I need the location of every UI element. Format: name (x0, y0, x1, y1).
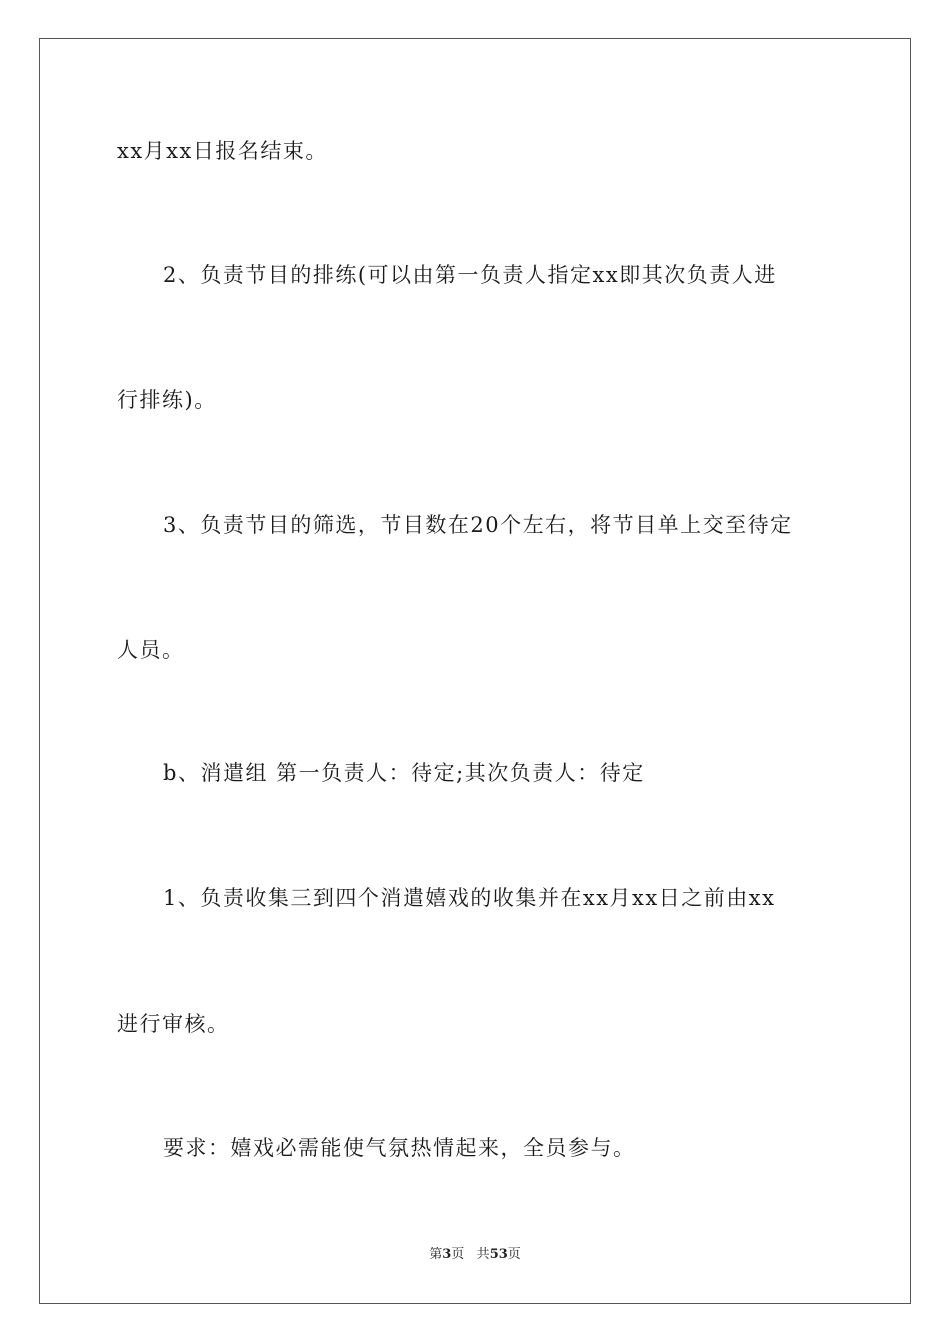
body-text-line: 人员。 (117, 638, 185, 662)
page-footer (0, 1246, 950, 1264)
body-text-line: b、消遣组 第一负责人：待定;其次负责人：待定 (163, 761, 645, 785)
page-total-prefix: 共 (476, 1247, 490, 1262)
body-text-line: xx月xx日报名结束。 (117, 139, 328, 163)
body-text-line: 2、负责节目的排练(可以由第一负责人指定xx即其次负责人进 (163, 263, 777, 287)
page-number-suffix: 页 (451, 1247, 465, 1262)
page-border (39, 38, 911, 1304)
body-text-line: 进行审核。 (117, 1012, 230, 1036)
body-text-line: 行排练)。 (117, 388, 217, 412)
body-text-line: 1、负责收集三到四个消遣嬉戏的收集并在xx月xx日之前由xx (163, 886, 776, 910)
page-number-prefix: 第 (429, 1247, 443, 1262)
page-total-suffix: 页 (507, 1247, 521, 1262)
body-text-line: 要求：嬉戏必需能使气氛热情起来，全员参与。 (163, 1136, 636, 1160)
body-text-line: 3、负责节目的筛选，节目数在20个左右，将节目单上交至待定 (163, 513, 793, 537)
page-total: 53 (489, 1247, 508, 1262)
page-number-current: 3 (442, 1247, 452, 1262)
